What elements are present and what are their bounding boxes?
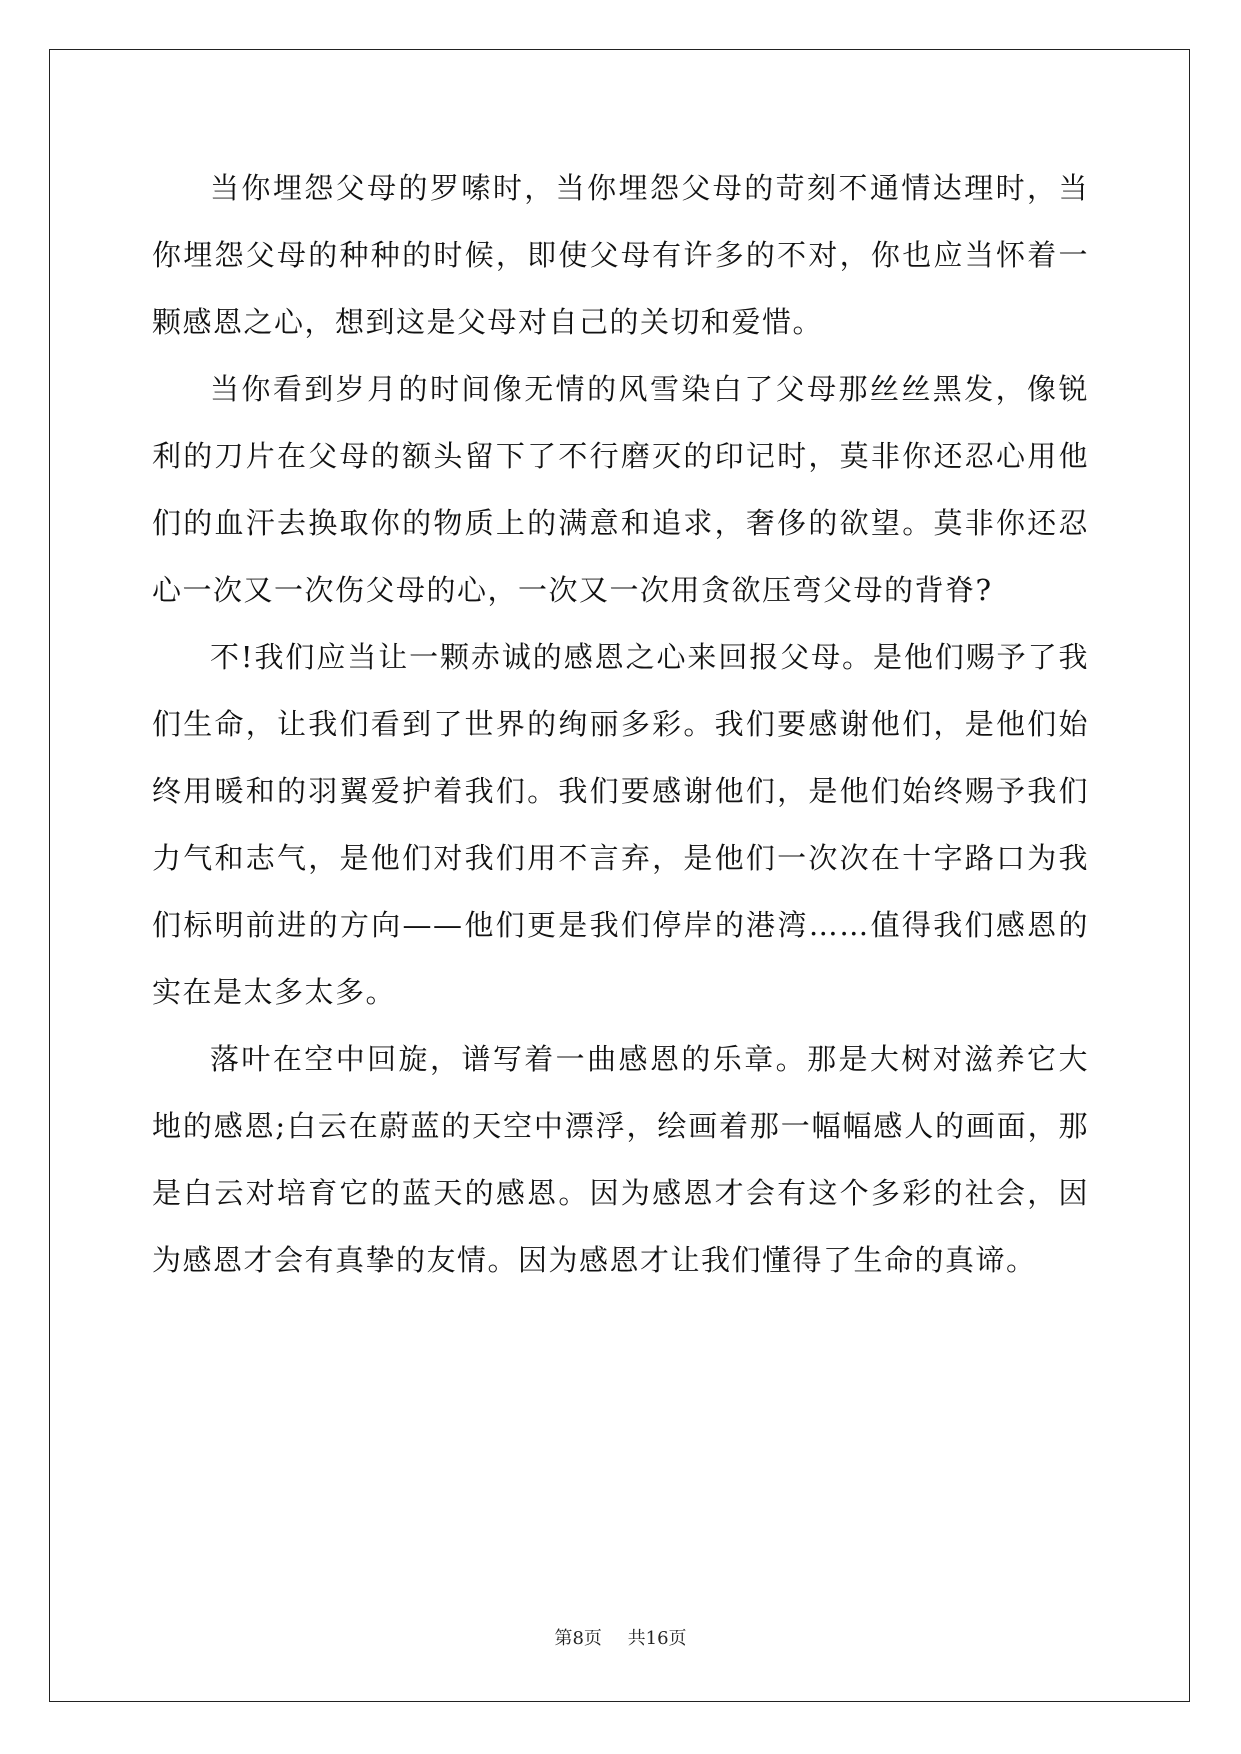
page-total: 共16页 [627, 1628, 687, 1649]
paragraph-1: 当你埋怨父母的罗嗦时，当你埋怨父母的苛刻不通情达理时，当你埋怨父母的种种的时候，即使父母有许多的不对，你也应当怀着一颗感恩之心，想到这是父母对自己的关切和爱惜。 [152, 171, 1089, 339]
paragraph-3: 不!我们应当让一颗赤诚的感恩之心来回报父母。是他们赐予了我们生命，让我们看到了世界的绚丽多彩。我们要感谢他们，是他们始终用暖和的羽翼爱护着我们。我们要感谢他们，是他们始终赐予我们力气和志气，是他们对我们用不言弃，是他们一次次在十字路口为我们标明前进的方向——他们更是我们停岸的港湾……值得我们感恩的实在是太多太多。 [152, 640, 1089, 1009]
page-number: 第8页 [554, 1628, 602, 1649]
page-footer [0, 1624, 1241, 1650]
paragraph-4: 落叶在空中回旋，谱写着一曲感恩的乐章。那是大树对滋养它大地的感恩;白云在蔚蓝的天空中漂浮，绘画着那一幅幅感人的画面，那是白云对培育它的蓝天的感恩。因为感恩才会有这个多彩的社会，因为感恩才会有真挚的友情。因为感恩才让我们懂得了生命的真谛。 [152, 1042, 1089, 1277]
paragraph-2: 当你看到岁月的时间像无情的风雪染白了父母那丝丝黑发，像锐利的刀片在父母的额头留下了不行磨灭的印记时，莫非你还忍心用他们的血汗去换取你的物质上的满意和追求，奢侈的欲望。莫非你还忍心一次又一次伤父母的心，一次又一次用贪欲压弯父母的背脊? [152, 372, 1089, 607]
document-body [152, 155, 1089, 1294]
